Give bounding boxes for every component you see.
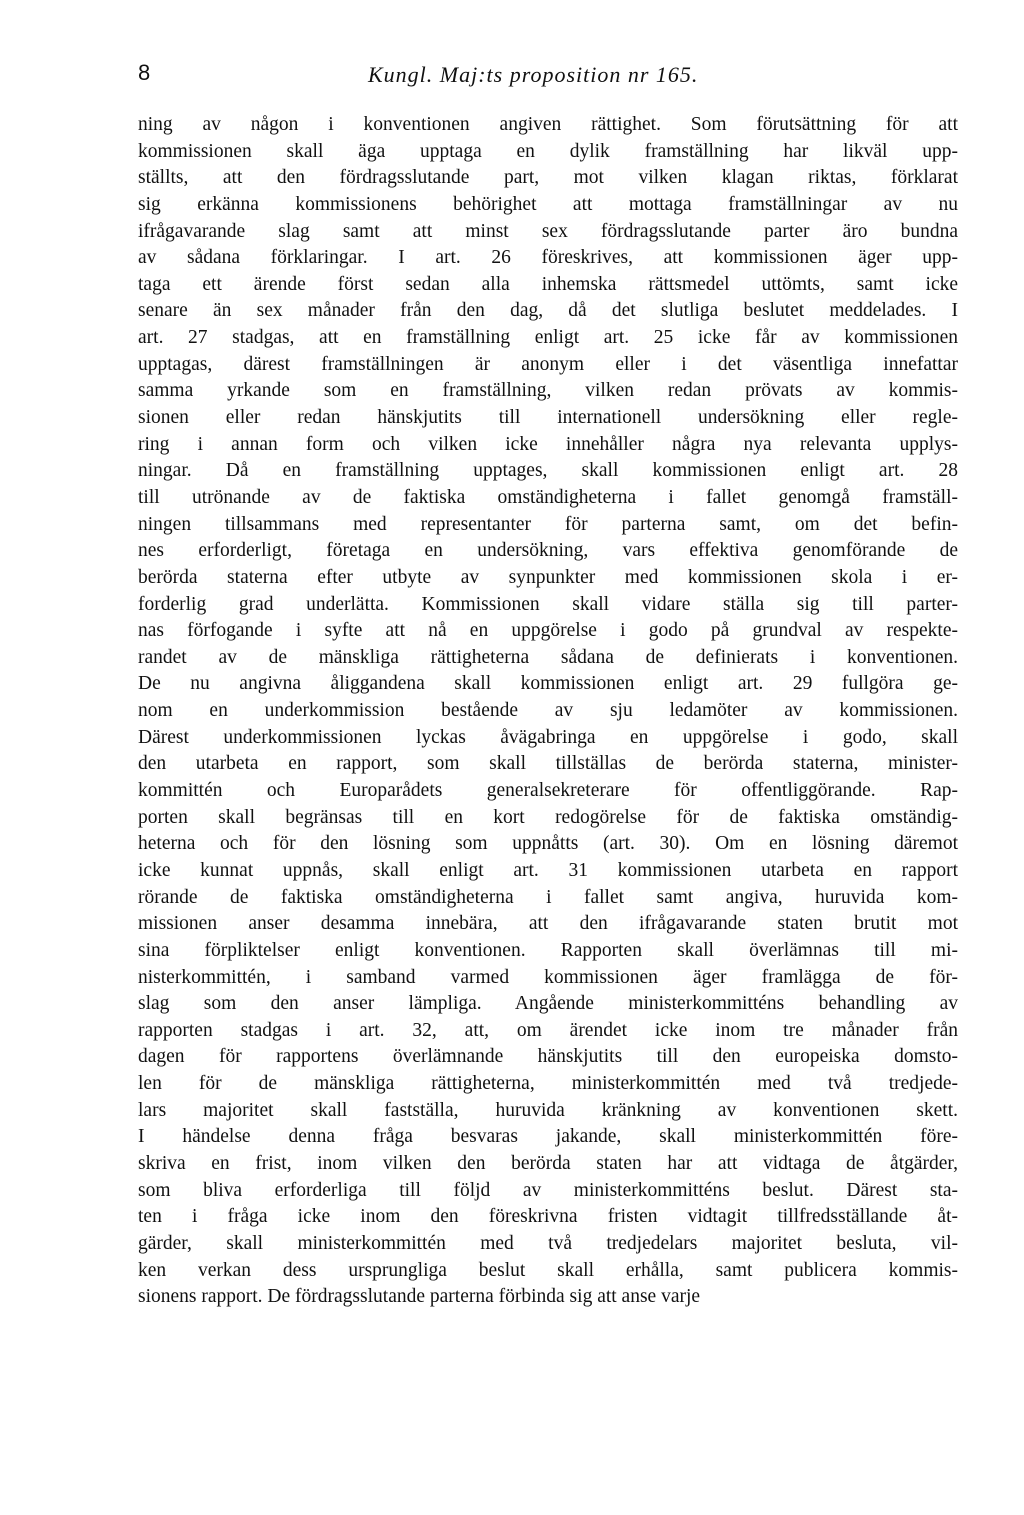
text-line: berörda staterna efter utbyte av synpunkter med kommissionen skola i er-: [138, 566, 958, 588]
text-line: den utarbeta en rapport, som skall tillställas de berörda staterna, minister-: [138, 753, 958, 775]
text-line: len för de mänskliga rättigheterna, ministerkommittén med två tredjede-: [138, 1073, 958, 1095]
text-line: upptagas, därest framställningen är anonym eller i det väsentliga innefattar: [138, 353, 958, 375]
text-line: senare än sex månader från den dag, då det slutliga beslutet meddelades. I: [138, 300, 958, 322]
text-line: rapporten stadgas i art. 32, att, om ärendet icke inom tre månader från: [138, 1019, 958, 1041]
page-number: 8: [138, 60, 151, 85]
text-line: missionen anser desamma innebära, att den ifrågavarande staten brutit mot: [138, 913, 958, 935]
text-line: ställts, att den fördragsslutande part, mot vilken klagan riktas, förklarat: [138, 167, 958, 189]
text-line: ningen tillsammans med representanter för parterna samt, om det befin-: [138, 513, 958, 535]
text-line: gärder, skall ministerkommittén med två tredjedelars majoritet besluta, vil-: [138, 1232, 958, 1254]
text-line: ning av någon i konventionen angiven rättighet. Som förutsättning för att: [138, 114, 958, 135]
text-line: icke kunnat uppnås, skall enligt art. 31 kommissionen utarbeta en rapport: [138, 859, 958, 881]
text-line: forderlig grad underlätta. Kommissionen skall vidare ställa sig till parter-: [138, 593, 958, 615]
text-line: heterna och för den lösning som uppnåtts (art. 30). Om en lösning däremot: [138, 833, 958, 855]
text-line: ken verkan dess ursprungliga beslut skall erhålla, samt publicera kommis-: [138, 1259, 958, 1281]
text-line: ningar. Då en framställning upptages, skall kommissionen enligt art. 28: [138, 460, 958, 482]
text-line: nom en underkommission bestående av sju ledamöter av kommissionen.: [138, 700, 958, 722]
text-line: av sådana förklaringar. I art. 26 föreskrives, att kommissionen äger upp-: [138, 247, 958, 269]
text-line: kommissionen skall äga upptaga en dylik framställning har likväl upp-: [138, 140, 958, 162]
text-line: sina förpliktelser enligt konventionen. Rapporten skall överlämnas till mi-: [138, 939, 958, 961]
text-line: I händelse denna fråga besvaras jakande, skall ministerkommittén före-: [138, 1126, 958, 1148]
text-line: till utrönande av de faktiska omständigheterna i fallet genomgå framställ-: [138, 486, 958, 508]
body-text: [138, 112, 958, 1311]
text-line: som bliva erforderliga till följd av ministerkommitténs beslut. Därest sta-: [138, 1179, 958, 1201]
text-line: porten skall begränsas till en kort redogörelse för de faktiska omständig-: [138, 806, 958, 828]
text-line: sionen eller redan hänskjutits till internationell undersökning eller regle-: [138, 407, 958, 429]
page-header: [138, 60, 958, 100]
text-line: taga ett ärende först sedan alla inhemska rättsmedel uttömts, samt icke: [138, 273, 958, 295]
text-line: sig erkänna kommissionens behörighet att mottaga framställningar av nu: [138, 193, 958, 215]
text-line: ring i annan form och vilken icke innehåller några nya relevanta upplys-: [138, 433, 958, 455]
text-line: nas förfogande i syfte att nå en uppgörelse i godo på grundval av respekte-: [138, 620, 958, 642]
text-line: Därest underkommissionen lyckas åvägabringa en uppgörelse i godo, skall: [138, 726, 958, 748]
text-line: ifrågavarande slag samt att minst sex fördragsslutande parter äro bundna: [138, 220, 958, 242]
text-line: nes erforderligt, företaga en undersökning, vars effektiva genomförande de: [138, 540, 958, 562]
text-line: samma yrkande som en framställning, vilken redan prövats av kommis-: [138, 380, 958, 402]
text-line: nisterkommittén, i samband varmed kommissionen äger framlägga de för-: [138, 966, 958, 988]
running-title: Kungl. Maj:ts proposition nr 165.: [368, 62, 699, 87]
text-line: randet av de mänskliga rättigheterna sådana de definierats i konventionen.: [138, 646, 958, 668]
text-line: ten i fråga icke inom den föreskrivna fristen vidtagit tillfredsställande åt-: [138, 1206, 958, 1228]
text-line: rörande de faktiska omständigheterna i fallet samt angiva, huruvida kom-: [138, 886, 958, 908]
text-line: skriva en frist, inom vilken den berörda staten har att vidtaga de åtgärder,: [138, 1152, 958, 1174]
text-line: slag som den anser lämpliga. Angående ministerkommitténs behandling av: [138, 993, 958, 1015]
text-line: art. 27 stadgas, att en framställning enligt art. 25 icke får av kommissionen: [138, 327, 958, 349]
text-line: kommittén och Europarådets generalsekreterare för offentliggörande. Rap-: [138, 780, 958, 802]
text-line: lars majoritet skall fastställa, huruvida kränkning av konventionen skett.: [138, 1099, 958, 1121]
text-line: dagen för rapportens överlämnande hänskjutits till den europeiska domsto-: [138, 1046, 958, 1068]
text-line: sionens rapport. De fördragsslutande parterna förbinda sig att anse varje: [138, 1286, 701, 1308]
text-line: De nu angivna åliggandena skall kommissionen enligt art. 29 fullgöra ge-: [138, 673, 958, 695]
